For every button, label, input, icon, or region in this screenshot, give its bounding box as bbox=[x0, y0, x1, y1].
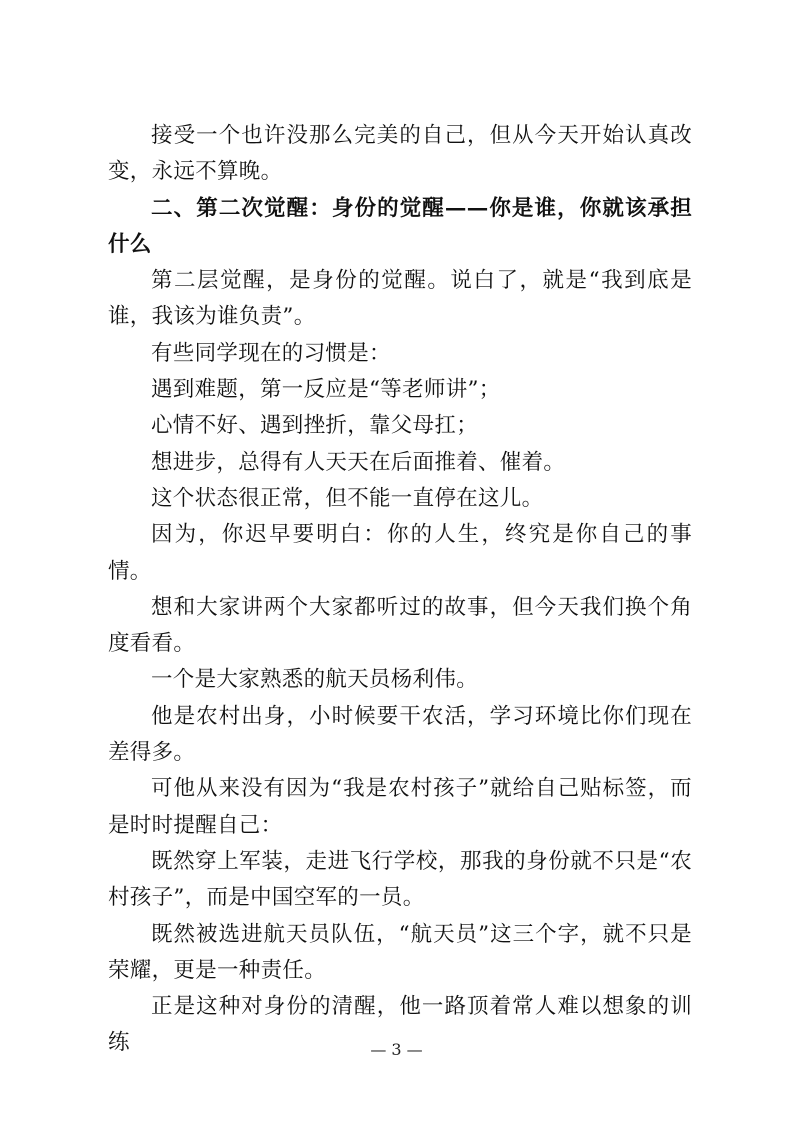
paragraph: 可他从来没有因为“我是农村孩子”就给自己贴标签，而是时时提醒自己： bbox=[108, 776, 692, 838]
document-body bbox=[108, 118, 692, 1062]
paragraph: 第二层觉醒，是身份的觉醒。说白了，就是“我到底是谁，我该为谁负责”。 bbox=[108, 268, 692, 330]
paragraph: 有些同学现在的习惯是： bbox=[151, 340, 391, 366]
paragraph: 遇到难题，第一反应是“等老师讲”； bbox=[151, 377, 501, 403]
paragraph: 既然穿上军装，走进飞行学校，那我的身份就不只是“农村孩子”，而是中国空军的一员。 bbox=[108, 848, 692, 911]
paragraph: 接受一个也许没那么完美的自己，但从今天开始认真改变，永远不算晚。 bbox=[108, 123, 692, 185]
paragraph: 一个是大家熟悉的航天员杨利伟。 bbox=[151, 667, 479, 693]
paragraph: 正是这种对身份的清醒，他一路顶着常人难以想象的训练 bbox=[108, 994, 692, 1056]
paragraph: 想进步，总得有人天天在后面推着、催着。 bbox=[151, 449, 566, 475]
paragraph: 既然被选进航天员队伍，“航天员”这三个字，就不只是荣耀，更是一种责任。 bbox=[108, 921, 692, 983]
paragraph: 想和大家讲两个大家都听过的故事，但今天我们换个角度看看。 bbox=[108, 594, 692, 657]
paragraph: 他是农村出身，小时候要干农活，学习环境比你们现在差得多。 bbox=[108, 703, 692, 766]
section-heading: 二、第二次觉醒：身份的觉醒——你是谁，你就该承担什么 bbox=[108, 195, 692, 257]
paragraph: 因为，你迟早要明白：你的人生，终究是你自己的事情。 bbox=[108, 522, 692, 584]
paragraph: 这个状态很正常，但不能一直停在这儿。 bbox=[151, 485, 544, 511]
paragraph: 心情不好、遇到挫折，靠父母扛； bbox=[151, 413, 479, 439]
page-number: — 3 — bbox=[370, 1040, 423, 1059]
